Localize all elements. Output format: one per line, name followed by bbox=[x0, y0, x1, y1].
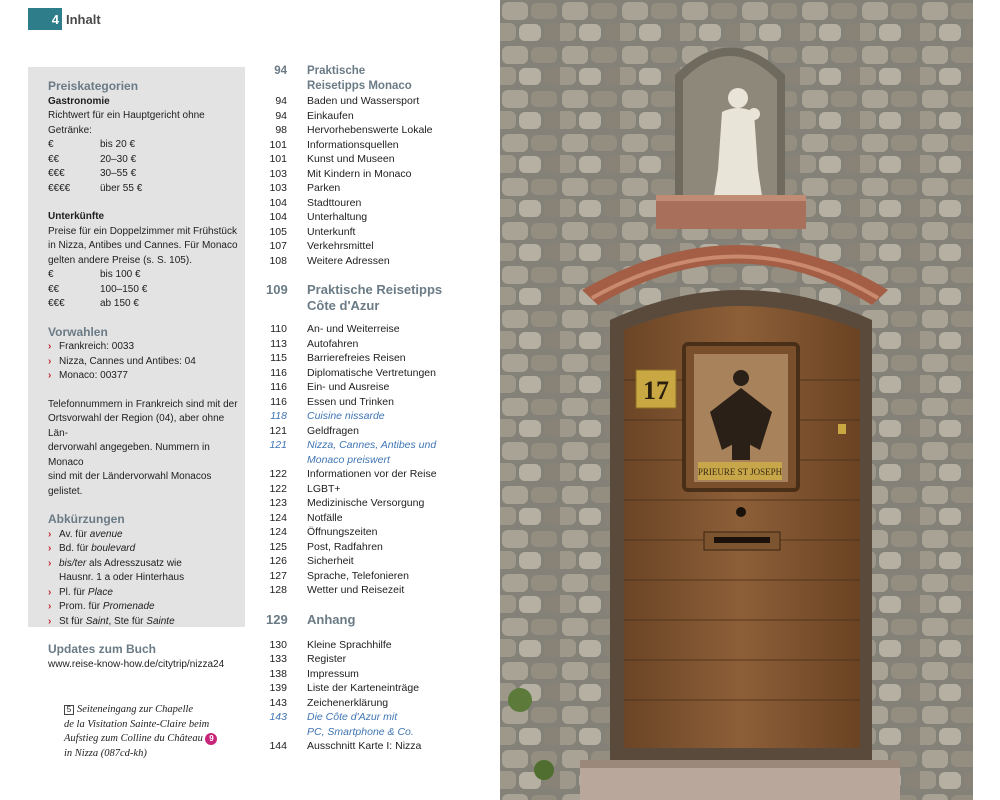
chevron-right-icon: › bbox=[48, 370, 52, 381]
gastro-heading: Gastronomie bbox=[48, 95, 110, 107]
toc-entry[interactable] bbox=[266, 438, 496, 453]
toc-entry[interactable] bbox=[266, 482, 496, 497]
toc-page-number: 144 bbox=[269, 740, 287, 752]
photo-caption: 5 Seiteneingang zur Chapelle de la Visitation Sainte-Claire beim Aufstieg zum Colline du Château 9 in Nizza (087cd-kh) bbox=[64, 703, 254, 761]
toc-entry-title: Kunst und Museen bbox=[307, 153, 395, 165]
page-number: 4 bbox=[28, 8, 62, 30]
toc-page-number: 98 bbox=[275, 124, 287, 136]
toc-entry-title: Stadttouren bbox=[307, 196, 362, 209]
toc-entry[interactable] bbox=[266, 181, 496, 196]
chevron-right-icon: › bbox=[48, 341, 52, 352]
abk-heading: Abkürzungen bbox=[48, 512, 125, 526]
toc-entry[interactable] bbox=[266, 123, 496, 138]
toc-entry[interactable] bbox=[266, 681, 496, 696]
list-item: › Nizza, Cannes und Antibes: 04 bbox=[48, 355, 245, 370]
toc-page-number: 116 bbox=[270, 395, 287, 408]
toc-entry-title: Barrierefreies Reisen bbox=[307, 352, 406, 364]
gastro-note: Richtwert für ein Hauptgericht ohne Getränke: bbox=[48, 110, 205, 136]
toc-entry-title: Einkaufen bbox=[307, 109, 354, 122]
price-row: €€€ ab 150 € bbox=[48, 298, 139, 309]
toc-page-number: 143 bbox=[269, 696, 287, 709]
toc-page-number: 138 bbox=[269, 667, 287, 680]
toc-entry-title: Diplomatische Vertretungen bbox=[307, 366, 436, 379]
toc-entry[interactable] bbox=[266, 525, 496, 540]
toc-page-number: 105 bbox=[269, 225, 287, 238]
price-row: €€€€ über 55 € bbox=[48, 182, 143, 194]
list-item: › Av. für avenue bbox=[48, 528, 245, 543]
page-title: Inhalt bbox=[66, 11, 101, 27]
toc-page-number: 113 bbox=[270, 337, 287, 350]
toc-entry-title: PC, Smartphone & Co. bbox=[307, 725, 414, 738]
toc-entry-title: Sicherheit bbox=[307, 555, 354, 567]
toc-entry[interactable] bbox=[266, 239, 496, 254]
toc-entry-title: Hervorhebenswerte Lokale bbox=[307, 124, 433, 136]
price-row: €€ 100–150 € bbox=[48, 283, 148, 295]
toc-entry[interactable] bbox=[266, 554, 496, 569]
toc-entry[interactable] bbox=[266, 254, 496, 269]
toc-entry-title: Geldfragen bbox=[307, 424, 359, 437]
price-row: € bis 20 € bbox=[48, 139, 136, 150]
vorwahl-heading: Vorwahlen bbox=[48, 324, 108, 339]
unterkunft-note: Preise für ein Doppelzimmer mit Frühstück in Nizza, Antibes und Cannes. Für Monaco gelten andere Preise (s. S. 105). bbox=[48, 225, 238, 266]
toc-page-number: 115 bbox=[270, 352, 287, 364]
list-item: › bis/ter als Adresszusatz wie bbox=[48, 557, 245, 572]
toc-entry-title: Post, Radfahren bbox=[307, 540, 383, 553]
toc-page-number: 127 bbox=[269, 569, 287, 582]
map-marker-badge: 9 bbox=[205, 733, 217, 745]
toc-section-heading[interactable]: 109 Praktische Reisetipps Côte d'Azur bbox=[266, 282, 443, 313]
toc-entry-title: Verkehrsmittel bbox=[307, 240, 374, 252]
chevron-right-icon: › bbox=[48, 615, 52, 627]
toc-entry[interactable] bbox=[266, 652, 496, 667]
toc-entry[interactable] bbox=[266, 337, 496, 352]
toc-entry[interactable] bbox=[266, 210, 496, 225]
toc-entry-title: Informationsquellen bbox=[307, 138, 399, 151]
plaque-text: PRIEURE ST JOSEPH bbox=[697, 467, 783, 477]
toc-page-number bbox=[266, 725, 287, 740]
toc-page-number: 139 bbox=[269, 682, 287, 694]
toc-entry-title: Monaco preiswert bbox=[307, 453, 390, 466]
updates-heading: Updates zum Buch bbox=[48, 642, 157, 656]
toc-entry-title: Autofahren bbox=[307, 337, 359, 350]
door-number: 17 bbox=[643, 376, 669, 405]
chevron-right-icon: › bbox=[48, 528, 52, 540]
toc-entry[interactable] bbox=[266, 366, 496, 381]
toc-page-number: 122 bbox=[269, 468, 287, 480]
toc-entry-title: Cuisine nissarde bbox=[307, 410, 385, 422]
table-of-contents bbox=[266, 64, 496, 754]
toc-page-number: 143 bbox=[269, 711, 287, 723]
info-box bbox=[28, 67, 245, 670]
toc-entry-title: Ausschnitt Karte I: Nizza bbox=[307, 740, 422, 752]
list-item: › St für Saint, Ste für Sainte bbox=[48, 615, 245, 630]
toc-page-number: 101 bbox=[269, 138, 287, 151]
toc-entry[interactable] bbox=[266, 583, 496, 598]
toc-entry[interactable] bbox=[266, 667, 496, 682]
price-row: €€€ 30–55 € bbox=[48, 168, 137, 179]
toc-page-number: 126 bbox=[269, 555, 287, 567]
toc-page-number: 103 bbox=[269, 167, 287, 180]
toc-page-number: 123 bbox=[269, 497, 287, 509]
price-row: € bis 100 € bbox=[48, 269, 141, 280]
toc-page-number: 101 bbox=[269, 153, 287, 165]
toc-entry-title: Notfälle bbox=[307, 511, 343, 524]
toc-page-number: 133 bbox=[269, 653, 287, 665]
toc-page-number: 116 bbox=[270, 366, 287, 379]
toc-entry-title: Impressum bbox=[307, 667, 359, 680]
toc-page-number: 128 bbox=[269, 584, 287, 596]
toc-section-heading[interactable]: 94 Praktische Reisetipps Monaco bbox=[274, 65, 412, 92]
door-photo bbox=[500, 0, 973, 800]
toc-entry[interactable] bbox=[266, 109, 496, 124]
toc-entry[interactable] bbox=[266, 380, 496, 395]
list-item: › Prom. für Promenade bbox=[48, 600, 245, 615]
toc-entry-title: An- und Weiterreise bbox=[307, 323, 400, 335]
toc-page-number: 121 bbox=[269, 439, 287, 451]
toc-entry[interactable] bbox=[266, 409, 496, 424]
toc-entry-title: Ein- und Ausreise bbox=[307, 381, 390, 393]
chevron-right-icon: › bbox=[48, 543, 52, 554]
toc-entry-title: Die Côte d'Azur mit bbox=[307, 711, 398, 723]
toc-page-number: 107 bbox=[269, 240, 287, 252]
toc-entry[interactable] bbox=[266, 138, 496, 153]
toc-entry[interactable] bbox=[266, 152, 496, 167]
toc-page-number: 110 bbox=[270, 323, 287, 335]
toc-section-heading[interactable]: 129 Anhang bbox=[266, 611, 356, 627]
toc-entry[interactable] bbox=[266, 467, 496, 482]
toc-entry[interactable] bbox=[266, 710, 496, 725]
toc-entry[interactable] bbox=[266, 540, 496, 555]
toc-entry-title: Zeichenerklärung bbox=[307, 696, 389, 709]
toc-page-number: 94 bbox=[275, 95, 287, 107]
toc-page-number: 124 bbox=[269, 511, 287, 524]
toc-entry-title: Baden und Wassersport bbox=[307, 95, 420, 107]
toc-entry[interactable] bbox=[266, 225, 496, 240]
toc-entry[interactable] bbox=[266, 696, 496, 711]
toc-entry[interactable] bbox=[266, 725, 496, 740]
unterkunft-heading: Unterkünfte bbox=[48, 211, 105, 222]
toc-page-number: 94 bbox=[275, 109, 287, 122]
toc-entry-title: Kleine Sprachhilfe bbox=[307, 638, 392, 651]
updates-link[interactable]: www.reise-know-how.de/citytrip/nizza24 bbox=[48, 658, 225, 670]
toc-page-number: 130 bbox=[269, 638, 287, 651]
vorwahl-note: Telefonnummern in Frankreich sind mit der Ortsvorwahl der Region (04), aber ohne Län- dervorwahl angegeben. Nummern in Monaco sind mit der Ländervorwahl Monacos gelistet. bbox=[48, 398, 238, 497]
toc-entry[interactable] bbox=[266, 322, 496, 337]
toc-entry-title: LGBT+ bbox=[307, 482, 341, 495]
list-item: › Frankreich: 0033 bbox=[48, 340, 245, 355]
toc-page-number: 125 bbox=[269, 540, 287, 553]
toc-entry-title: Informationen vor der Reise bbox=[307, 468, 437, 480]
toc-entry[interactable] bbox=[266, 638, 496, 653]
toc-entry[interactable] bbox=[266, 496, 496, 511]
toc-entry[interactable] bbox=[266, 395, 496, 410]
toc-entry-title: Essen und Trinken bbox=[307, 395, 394, 408]
toc-page-number: 124 bbox=[269, 526, 287, 538]
toc-entry[interactable] bbox=[266, 167, 496, 182]
toc-entry-title: Öffnungszeiten bbox=[307, 526, 378, 538]
toc-entry-title: Register bbox=[307, 653, 347, 665]
photo-ref-icon: 5 bbox=[64, 705, 74, 715]
preis-heading: Preiskategorien bbox=[48, 79, 139, 93]
chevron-right-icon: › bbox=[48, 586, 52, 598]
toc-entry-title: Unterkunft bbox=[307, 225, 356, 238]
toc-entry[interactable] bbox=[266, 453, 496, 468]
toc-entry[interactable] bbox=[266, 739, 496, 754]
list-item-continuation: Hausnr. 1 a oder Hinterhaus bbox=[59, 572, 185, 583]
toc-page-number: 118 bbox=[270, 410, 287, 422]
toc-page-number: 122 bbox=[269, 482, 287, 495]
toc-page-number: 103 bbox=[269, 182, 287, 194]
page-header bbox=[28, 8, 101, 30]
toc-entry-title: Sprache, Telefonieren bbox=[307, 569, 409, 582]
toc-entry-title: Weitere Adressen bbox=[307, 254, 390, 267]
door-photo-image bbox=[500, 0, 973, 800]
toc-entry-title: Medizinische Versorgung bbox=[307, 497, 425, 509]
list-item: › Bd. für boulevard bbox=[48, 542, 245, 557]
toc-entry[interactable] bbox=[266, 511, 496, 526]
toc-page-number: 121 bbox=[269, 424, 287, 437]
toc-entry-title: Liste der Karteneinträge bbox=[307, 682, 420, 694]
toc-entry-title: Nizza, Cannes, Antibes und bbox=[307, 439, 437, 451]
list-item: › Monaco: 00377 bbox=[48, 369, 245, 384]
toc-page-number bbox=[266, 453, 287, 468]
toc-entry[interactable] bbox=[266, 569, 496, 584]
toc-entry-title: Parken bbox=[307, 182, 341, 194]
toc-page-number: 104 bbox=[269, 196, 287, 209]
toc-page-number: 104 bbox=[269, 211, 287, 223]
toc-entry[interactable] bbox=[266, 196, 496, 211]
toc-entry[interactable] bbox=[266, 351, 496, 366]
toc-entry[interactable] bbox=[266, 424, 496, 439]
toc-entry-title: Unterhaltung bbox=[307, 211, 368, 223]
list-item: › Pl. für Place bbox=[48, 586, 245, 601]
chevron-right-icon: › bbox=[48, 355, 52, 367]
price-row: €€ 20–30 € bbox=[48, 153, 137, 165]
toc-entry-title: Wetter und Reisezeit bbox=[307, 584, 405, 596]
chevron-right-icon: › bbox=[48, 601, 52, 612]
toc-page-number: 116 bbox=[270, 381, 287, 393]
toc-entry[interactable] bbox=[266, 94, 496, 109]
toc-page-number: 108 bbox=[269, 254, 287, 267]
toc-entry-title: Mit Kindern in Monaco bbox=[307, 167, 412, 180]
chevron-right-icon: › bbox=[48, 557, 52, 569]
